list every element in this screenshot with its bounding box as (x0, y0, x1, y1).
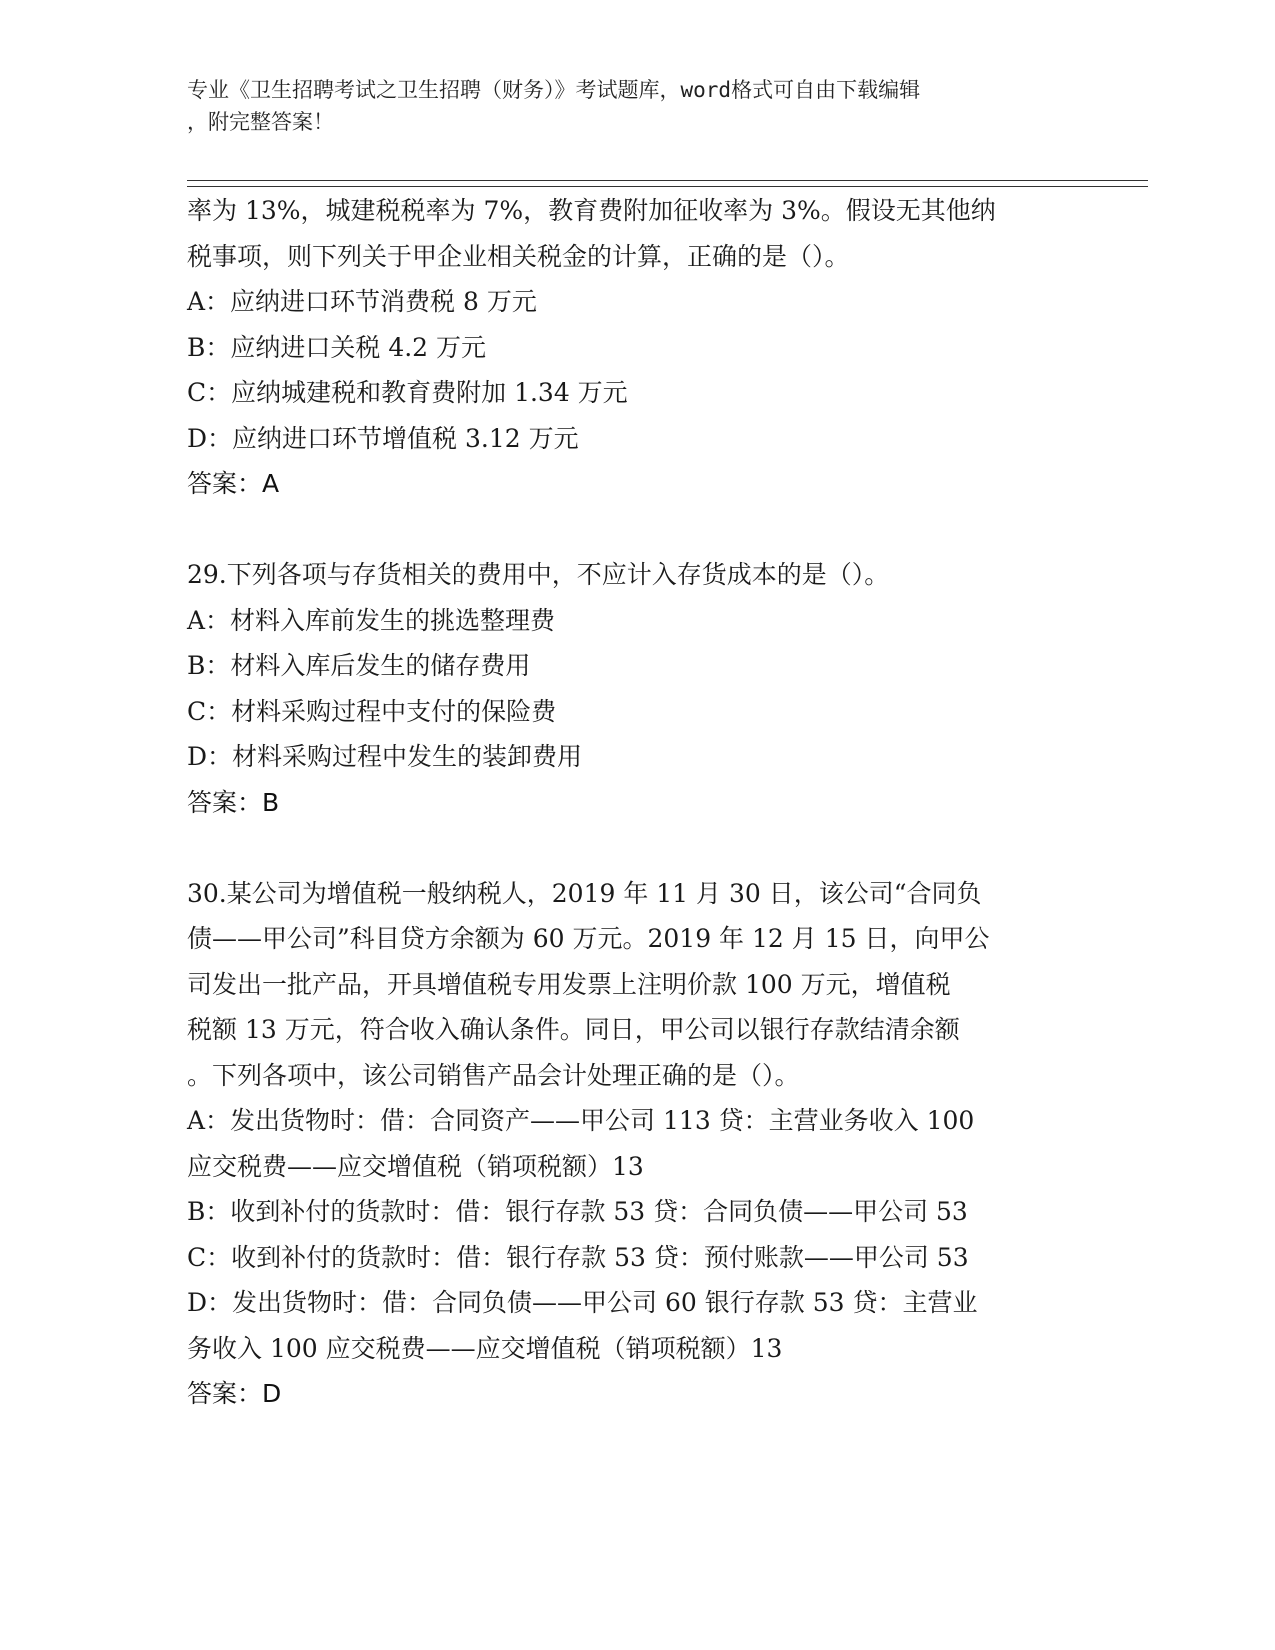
header-divider-bottom (187, 186, 1148, 187)
option-d: D：发出货物时：借：合同负债——甲公司 60 银行存款 53 贷：主营业 (187, 1288, 978, 1317)
option-c: C：材料采购过程中支付的保险费 (187, 696, 557, 726)
question-text: 率为 13%，城建税税率为 7%，教育费附加征收率为 3%。假设无其他纳 (187, 196, 996, 225)
question-text: 。下列各项中，该公司销售产品会计处理正确的是（）。 (187, 1060, 800, 1090)
option-d-continued: 务收入 100 应交税费——应交增值税（销项税额）13 (187, 1333, 783, 1363)
option-b: B：应纳进口关税 4.2 万元 (187, 332, 487, 362)
question-text: 30.某公司为增值税一般纳税人，2019 年 11 月 30 日，该公司“合同负 (187, 878, 982, 908)
page-header (187, 74, 1067, 138)
answer-label: 答案：D (187, 1379, 282, 1408)
option-a: A：发出货物时：借：合同资产——甲公司 113 贷：主营业务收入 100 (187, 1106, 975, 1135)
answer-label: 答案：B (187, 787, 280, 817)
option-d: D：材料采购过程中发生的装卸费用 (187, 742, 583, 771)
option-a-continued: 应交税费——应交增值税（销项税额）13 (187, 1151, 644, 1181)
question-text: 税额 13 万元，符合收入确认条件。同日，甲公司以银行存款结清余额 (187, 1015, 960, 1044)
option-d: D：应纳进口环节增值税 3.12 万元 (187, 423, 579, 453)
option-c: C：应纳城建税和教育费附加 1.34 万元 (187, 378, 628, 407)
option-a: A：应纳进口环节消费税 8 万元 (187, 287, 537, 316)
header-divider-top (187, 180, 1148, 181)
header-line-1: 专业《卫生招聘考试之卫生招聘（财务）》考试题库，word格式可自由下载编辑 (187, 78, 921, 102)
option-c: C：收到补付的货款时：借：银行存款 53 贷：预付账款——甲公司 53 (187, 1242, 969, 1272)
answer-label: 答案：A (187, 469, 280, 498)
question-text: 29.下列各项与存货相关的费用中，不应计入存货成本的是（）。 (187, 560, 890, 589)
question-29 (187, 552, 1087, 825)
option-b: B：收到补付的货款时：借：银行存款 53 贷：合同负债——甲公司 53 (187, 1197, 968, 1226)
question-30 (187, 871, 1087, 1417)
option-b: B：材料入库后发生的储存费用 (187, 651, 531, 680)
question-text: 税事项，则下列关于甲企业相关税金的计算，正确的是（）。 (187, 241, 850, 271)
header-line-2: ，附完整答案！ (187, 110, 334, 134)
question-list (187, 188, 1087, 1417)
question-text: 债——甲公司”科目贷方余额为 60 万元。2019 年 12 月 15 日，向甲公 (187, 924, 990, 953)
question-text: 司发出一批产品，开具增值税专用发票上注明价款 100 万元，增值税 (187, 969, 951, 999)
question-28 (187, 188, 1087, 507)
option-a: A：材料入库前发生的挑选整理费 (187, 605, 556, 635)
